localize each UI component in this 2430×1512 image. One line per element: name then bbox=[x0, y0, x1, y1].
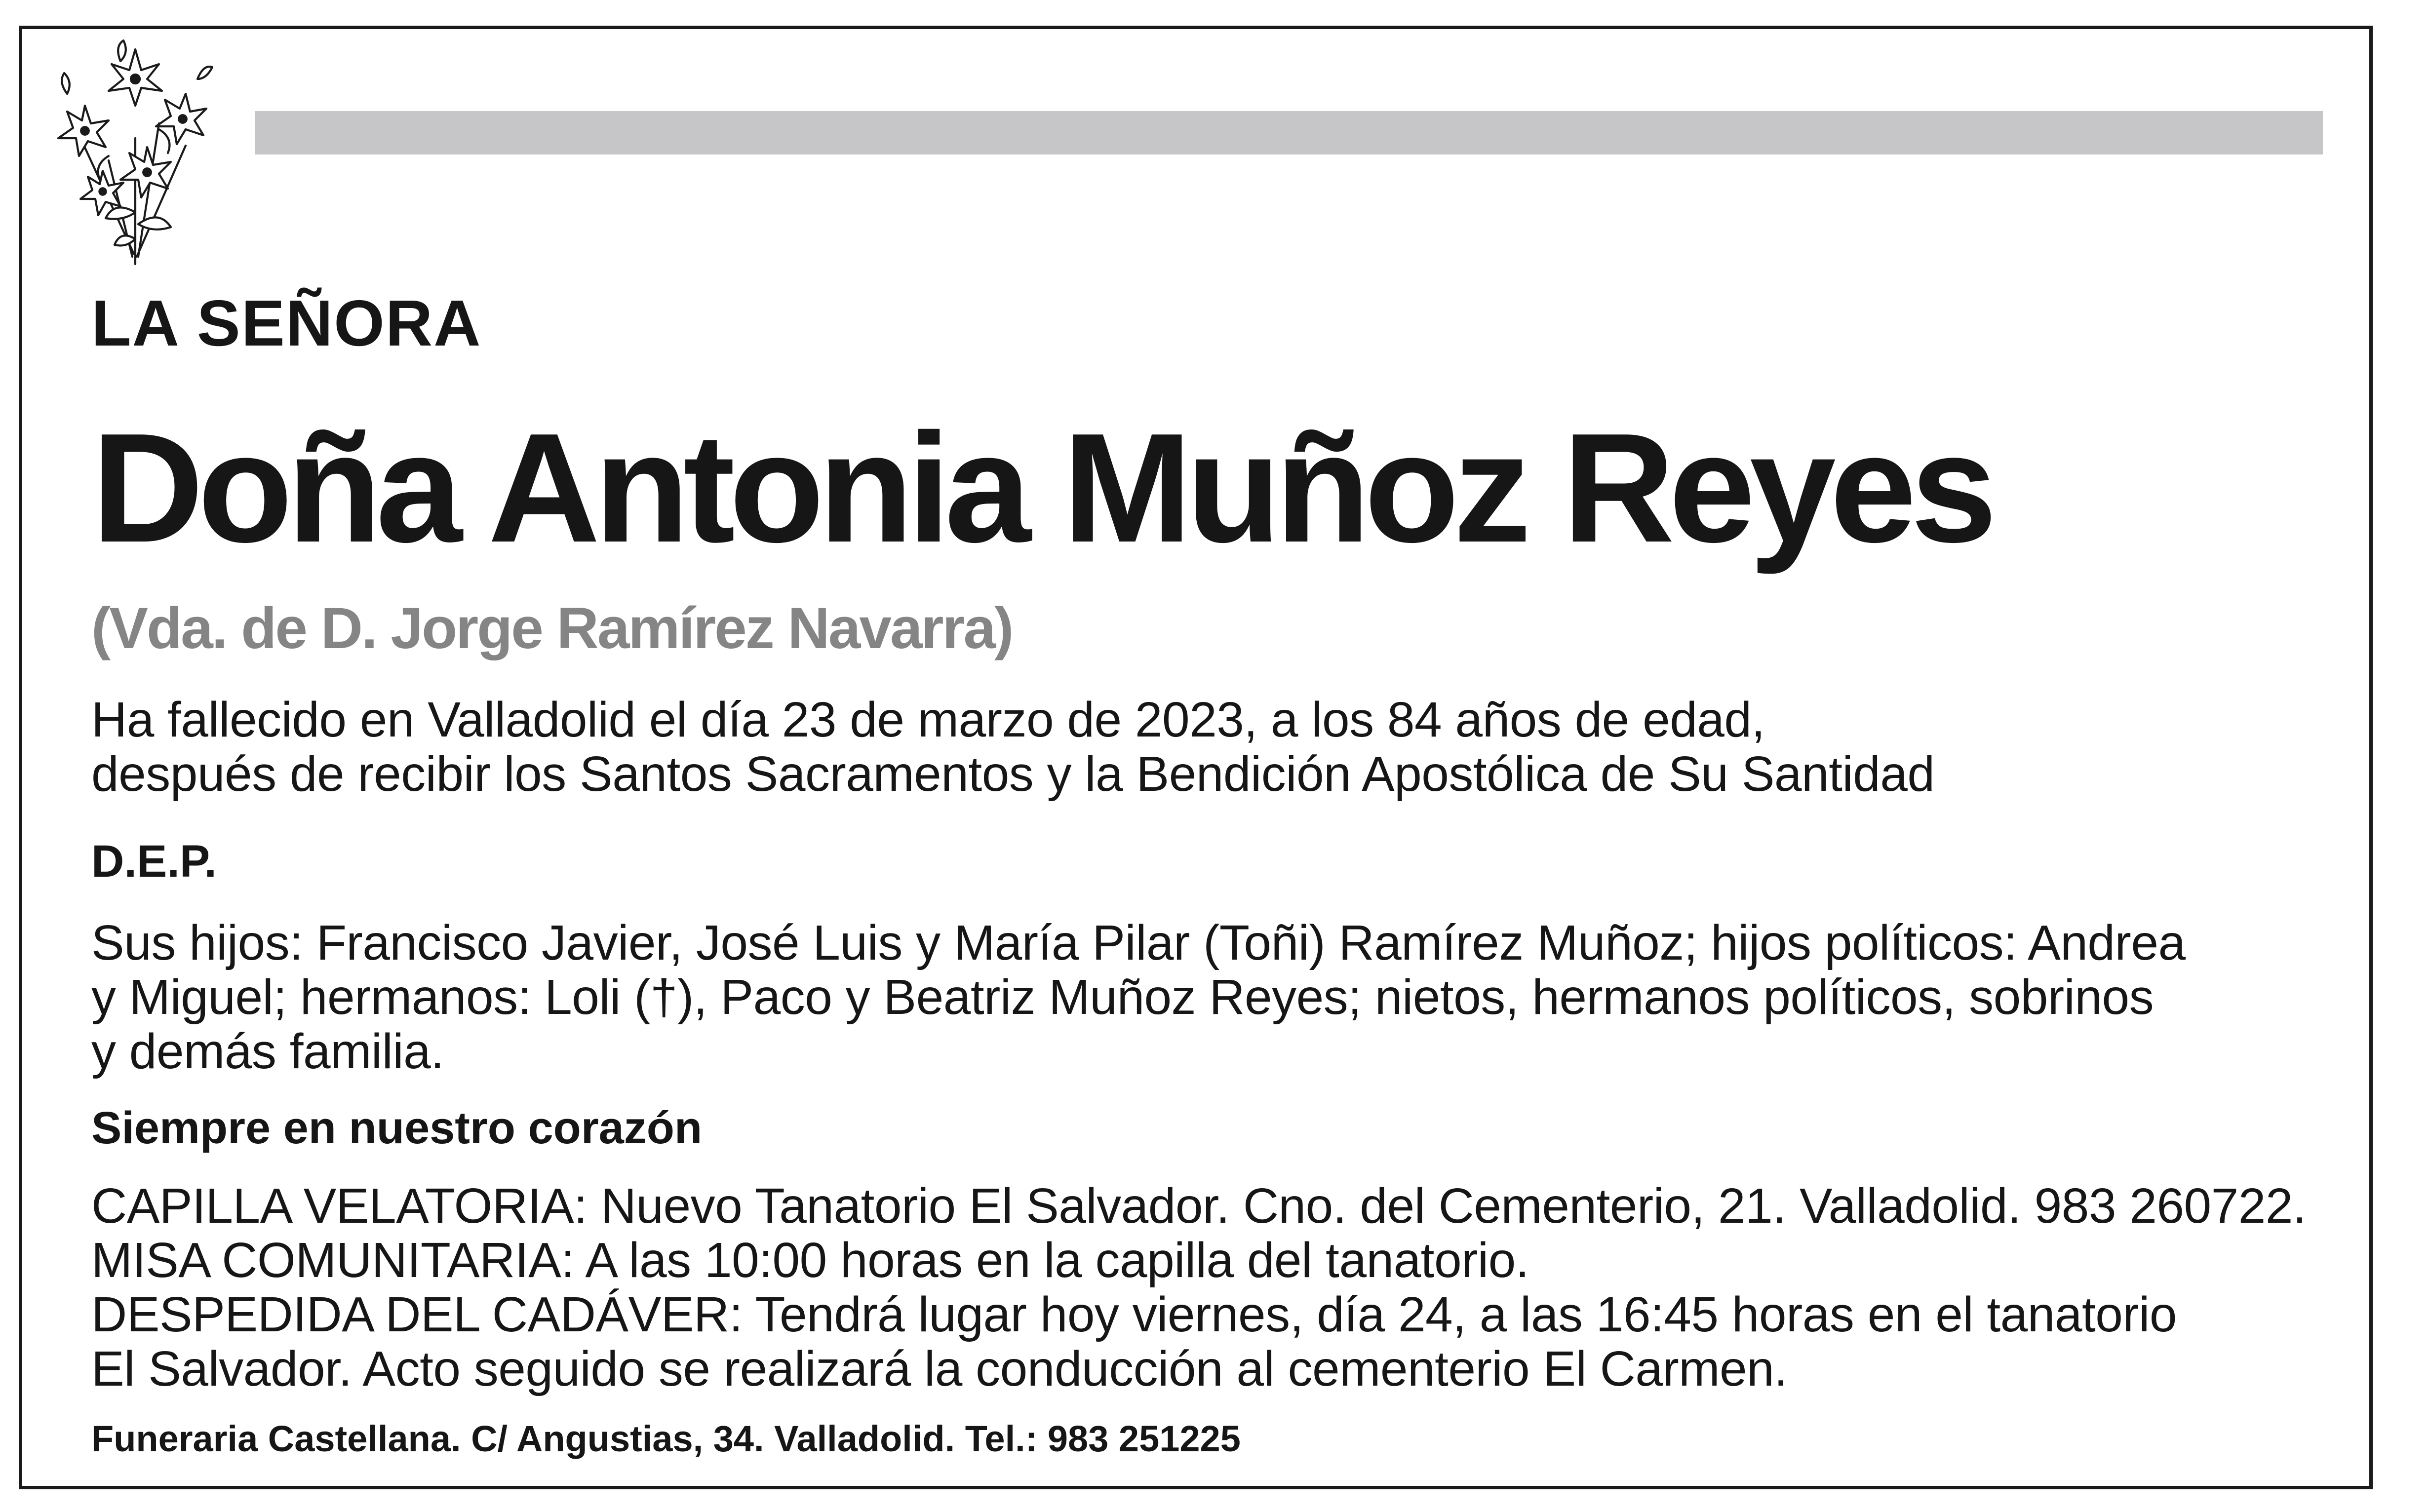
death-line-1: Ha fallecido en Valladolid el día 23 de marzo de 2023, a los 84 años de edad, bbox=[91, 692, 1765, 747]
funeral-home-footer: Funeraria Castellana. C/ Angustias, 34. Valladolid. Tel.: 983 251225 bbox=[91, 1418, 1241, 1459]
header-rule bbox=[255, 111, 2323, 155]
death-announcement bbox=[91, 693, 1935, 801]
service-line-3: DESPEDIDA DEL CADÁVER: Tendrá lugar hoy viernes, día 24, a las 16:45 horas en el tanatorio bbox=[91, 1287, 2177, 1342]
death-line-2: después de recibir los Santos Sacramentos y la Bendición Apostólica de Su Santidad bbox=[91, 746, 1935, 802]
family-paragraph bbox=[91, 916, 2186, 1079]
family-line-2: y Miguel; hermanos: Loli (†), Paco y Beatriz Muñoz Reyes; nietos, hermanos políticos, sobrinos bbox=[91, 969, 2154, 1025]
service-line-1: CAPILLA VELATORIA: Nuevo Tanatorio El Salvador. Cno. del Cementerio, 21. Valladolid. 983 260722. bbox=[91, 1178, 2307, 1234]
notice-heading: LA SEÑORA bbox=[91, 287, 482, 359]
service-line-4: El Salvador. Acto seguido se realizará la conducción al cementerio El Carmen. bbox=[91, 1341, 1788, 1396]
family-line-3: y demás familia. bbox=[91, 1024, 444, 1079]
dep-label: D.E.P. bbox=[91, 836, 217, 887]
widow-of-line: (Vda. de D. Jorge Ramírez Navarra) bbox=[91, 596, 1013, 661]
deceased-name: Doña Antonia Muñoz Reyes bbox=[91, 401, 1992, 575]
flower-bouquet-icon bbox=[49, 35, 227, 271]
service-line-2: MISA COMUNITARIA: A las 10:00 horas en la capilla del tanatorio. bbox=[91, 1233, 1529, 1288]
service-details bbox=[91, 1179, 2306, 1396]
family-line-1: Sus hijos: Francisco Javier, José Luis y María Pilar (Toñi) Ramírez Muñoz; hijos políticos: Andrea bbox=[91, 915, 2186, 970]
closing-phrase: Siempre en nuestro corazón bbox=[91, 1103, 703, 1153]
